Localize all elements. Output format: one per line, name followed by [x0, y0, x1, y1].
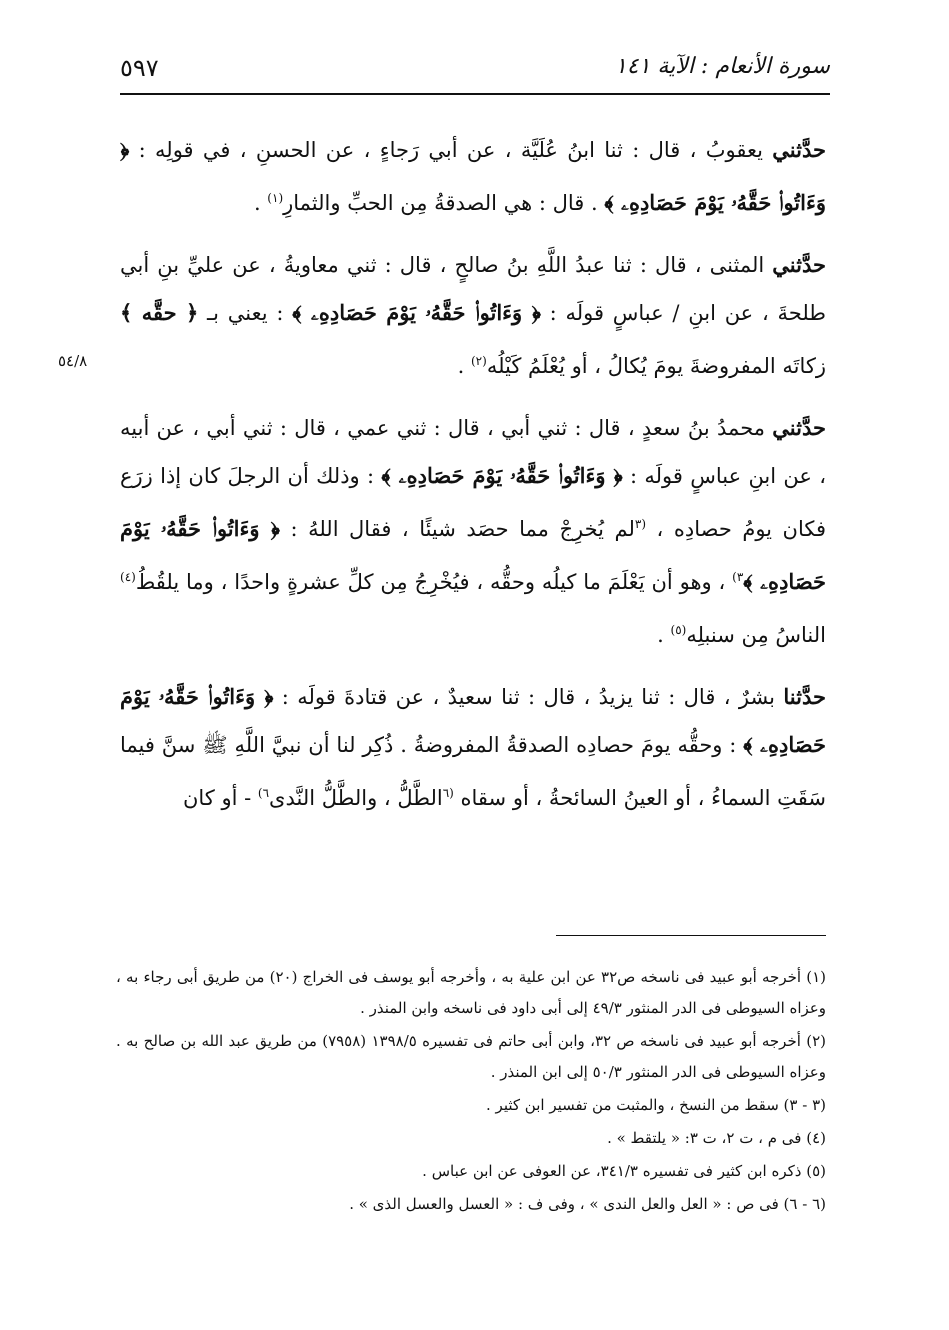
quran-quote: ﴿ وَءَاتُوا۟ حَقَّهُۥ يَوْمَ حَصَادِهِۦ ﴾ — [292, 300, 541, 325]
text-run: . — [657, 623, 671, 647]
text-run: - أو كان — [182, 786, 258, 810]
quran-quote: ﴿ وَءَاتُوا۟ حَقَّهُۥ يَوْمَ حَصَادِهِۦ ﴾ — [381, 463, 623, 488]
footnote-marker: (٢) — [470, 354, 487, 368]
text-run: : وذلك أن الرجلَ كان إذا زرَع فكان يومُ حصادِه ، — [120, 464, 827, 541]
paragraph-lead-word: حدَّثني — [772, 415, 826, 440]
footnote-marker: (٥) — [670, 623, 687, 637]
paragraph — [120, 126, 826, 227]
quran-quote: ﴿ وَءَاتُوا۟ حَقَّهُۥ يَوْمَ حَصَادِهِۦ ﴾ — [120, 516, 827, 594]
quran-quote: ﴿ وَءَاتُوا۟ حَقَّهُۥ يَوْمَ حَصَادِهِۦ ﴾ — [120, 684, 826, 757]
text-run: . قال : هي الصدقةُ مِن الحبِّ والثمارِ — [283, 191, 605, 215]
text-run: : يعني بـ — [198, 301, 293, 325]
footnote-marker: (٣ — [634, 517, 647, 531]
running-title: سورة الأنعام : الآية ١٤١ — [614, 54, 830, 79]
footnote-marker: ٣) — [732, 570, 744, 584]
text-run: محمدُ بنُ سعدٍ ، قال : ثني أبي ، قال : ثني عمي ، قال : ثني أبي ، عن أبيه ، عن ابنِ عباسٍ قولَه : — [120, 416, 826, 488]
text-run: . — [457, 354, 471, 378]
text-run: يعقوبُ ، قال : ثنا ابنُ عُلَيَّة ، عن أبي رَجاءٍ ، عن الحسنِ ، في قولِه : — [129, 138, 773, 162]
footnote: (٤) فى م ، ت ٢، ت ٣: « يلتقط » . — [607, 1129, 826, 1147]
quran-quote: ﴿ وَءَاتُوا۟ حَقَّهُۥ يَوْمَ حَصَادِهِۦ ﴾ — [120, 137, 826, 215]
text-run: بشرٌ ، قال : ثنا يزيدُ ، قال : ثنا سعيدٌ ، عن قتادةَ قولَه : — [273, 685, 784, 709]
page-number: ٥٩٧ — [120, 54, 159, 82]
text-run: المثنى ، قال : ثنا عبدُ اللَّهِ بنُ صالحٍ ، قال : ثني معاويةُ ، عن عليِّ بنِ أبي طلحةَ ، عن ابنِ / عباسٍ قولَه : — [120, 253, 826, 325]
paragraph-lead-word: حدَّثنا — [783, 684, 826, 709]
paragraph — [120, 404, 826, 659]
text-run: الناسُ مِن سنبلِه — [686, 623, 826, 647]
text-run: ، وهو أن يَعْلَمَ ما كيلُه وحقُّه ، فيُخْرِجُ مِن كلِّ عشرةٍ واحدًا ، وما يلقُطُ — [135, 570, 733, 594]
margin-note: ٥٤/٨ — [58, 352, 88, 370]
paragraph-lead-word: حدَّثني — [772, 137, 826, 162]
text-run: زكاتَه المفروضةَ يومَ يُكالُ ، أو يُعْلَمُ كَيْلُه — [486, 354, 826, 378]
footnote: (٥) ذكره ابن كثير فى تفسيره ٣٤١/٣، عن العوفى عن ابن عباس . — [422, 1162, 826, 1180]
page-header — [120, 42, 830, 92]
footnote-marker: (٦ — [442, 786, 454, 800]
footnote-marker: (٤) — [120, 570, 136, 584]
footnote-rule — [556, 935, 826, 936]
footnotes — [116, 962, 826, 1222]
footnote-marker: (١) — [267, 191, 284, 205]
paragraph-lead-word: حدَّثني — [772, 252, 826, 277]
footnote-marker: ٦) — [257, 786, 270, 800]
text-run: . — [253, 191, 268, 215]
text-run: : وحقُّه يومَ حصادِه الصدقةُ المفروضةُ . ذُكِر لنا أن نبيَّ اللَّهِ ﷺ سنَّ فيما سَقَتِ السماءُ ، أو العينُ السائحةُ ، أو سقاه — [120, 733, 826, 810]
footnote: (٣ - ٣) سقط من النسخ ، والمثبت من تفسير ابن كثير . — [486, 1096, 826, 1114]
header-rule — [120, 93, 830, 95]
main-text — [120, 126, 826, 836]
footnote: (٢) أخرجه أبو عبيد فى ناسخه ص ٣٢، وابن أبى حاتم فى تفسيره ١٣٩٨/٥ (٧٩٥٨) من طريق عبد الله بن صالح به . وعزاه السيوطى فى الدر المنثور ٥٠/٣ إلى ابن المنذر . — [116, 1032, 827, 1081]
footnote: (٦ - ٦) فى ص : « العل والعل الندى » ، وفى ف : « العسل والعسل الذى » . — [349, 1195, 826, 1213]
text-run: لم يُخرِجْ مما حصَد شيئًا ، فقال اللهُ : — [279, 517, 635, 541]
paragraph — [120, 241, 826, 390]
footnote: (١) أخرجه أبو عبيد فى ناسخه ص٣٢ عن ابن علية به ، وأخرجه أبو يوسف فى الخراج (٢٠) من طريق أبى رجاء به ، وعزاه السيوطى فى الدر المنثور ٤٩/٣ إلى أبى داود فى ناسخه وابن المنذر . — [116, 968, 827, 1017]
quran-quote: ﴿ حقَّه ﴾ — [120, 300, 199, 325]
paragraph — [120, 673, 826, 822]
text-run: الطَّلُّ ، والطَّلُّ النَّدى — [269, 786, 443, 810]
